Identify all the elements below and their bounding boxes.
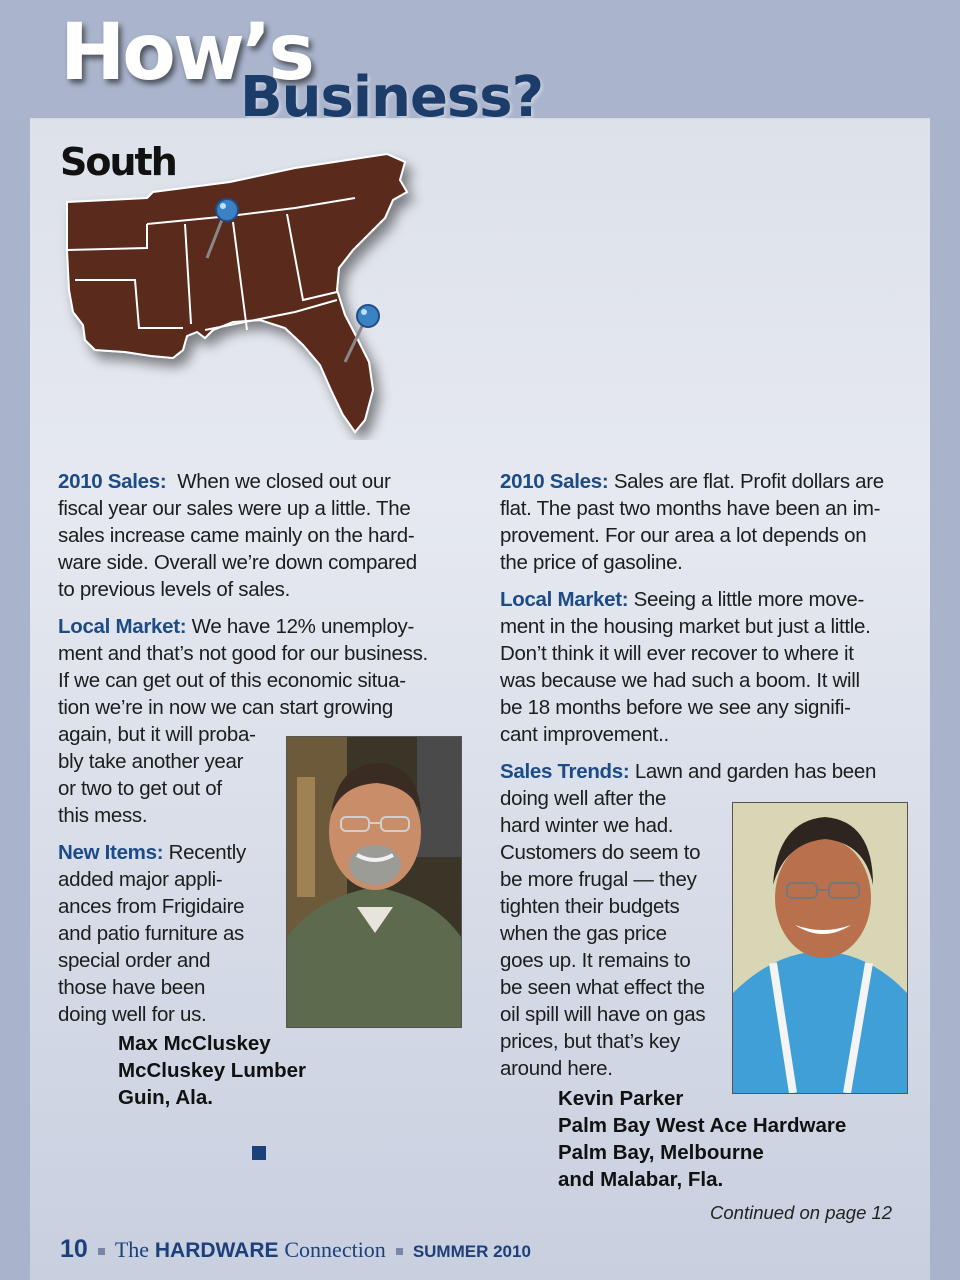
text-line: to previous levels of sales.	[58, 578, 291, 601]
text-line: When we closed out our	[177, 470, 391, 493]
pub-the: The	[114, 1237, 150, 1262]
text-line: doing well after the	[500, 787, 667, 810]
text-line: cant improvement..	[500, 723, 669, 746]
footer-separator	[396, 1248, 403, 1255]
text-line: goes up. It remains to	[500, 949, 691, 972]
text-line: sales increase came mainly on the hard-	[58, 524, 415, 547]
text-line: around here.	[500, 1057, 613, 1080]
continued-note: Continued on page 12	[710, 1202, 893, 1223]
text-line: If we can get out of this economic situa-	[58, 669, 406, 692]
text-line: when the gas price	[500, 922, 667, 945]
text-line: special order and	[58, 949, 211, 972]
left-signature-company: McCluskey Lumber	[118, 1059, 306, 1082]
text-line: doing well for us.	[58, 1003, 207, 1026]
page-number: 10	[60, 1235, 88, 1263]
left-signature-location: Guin, Ala.	[118, 1086, 213, 1109]
text-line: Don’t think it will ever recover to where it	[500, 642, 854, 665]
pub-name: HARDWARE	[154, 1239, 279, 1262]
text-line: Customers do seem to	[500, 841, 701, 864]
issue-label: SUMMER 2010	[412, 1242, 531, 1261]
text-line: those have been	[58, 976, 206, 999]
headline-business: Business?	[240, 65, 544, 130]
southeast-map	[55, 140, 425, 440]
footer-separator	[98, 1248, 105, 1255]
text-line: flat. The past two months have been an im-	[500, 497, 881, 520]
page-footer	[60, 1235, 531, 1264]
right-signature-name: Kevin Parker	[558, 1087, 684, 1110]
end-square-marker	[252, 1146, 266, 1160]
text-line: again, but it will proba-	[58, 723, 256, 746]
text-line: ment in the housing market but just a little.	[500, 615, 871, 638]
region-label: South	[60, 140, 176, 184]
text-line: We have 12% unemploy-	[191, 615, 415, 638]
text-line: Recently	[168, 841, 246, 864]
right-sales-label: 2010 Sales:	[500, 470, 609, 493]
text-line: be 18 months before we see any signifi-	[500, 696, 851, 719]
text-line: tighten their budgets	[500, 895, 680, 918]
text-line: and patio furniture as	[58, 922, 244, 945]
left-signature-name: Max McCluskey	[118, 1032, 271, 1055]
right-signature-company: Palm Bay West Ace Hardware	[558, 1114, 847, 1137]
right-signature-location-2: and Malabar, Fla.	[558, 1168, 724, 1191]
text-line: ware side. Overall we’re down compared	[58, 551, 417, 574]
photo-kevin-parker	[732, 802, 908, 1094]
text-line: Seeing a little more move-	[633, 588, 864, 611]
text-line: prices, but that’s key	[500, 1030, 680, 1053]
text-line: was because we had such a boom. It will	[500, 669, 860, 692]
pub-connection: Connection	[284, 1237, 386, 1262]
left-sales-paragraph	[58, 468, 458, 603]
left-market-label: Local Market:	[58, 615, 187, 638]
right-market-paragraph	[500, 586, 915, 748]
text-line: the price of gasoline.	[500, 551, 683, 574]
text-line: bly take another year	[58, 750, 244, 773]
text-line: Lawn and garden has been	[634, 760, 877, 783]
left-items-label: New Items:	[58, 841, 164, 864]
right-signature-location: Palm Bay, Melbourne	[558, 1141, 764, 1164]
text-line: ances from Frigidaire	[58, 895, 245, 918]
text-line: hard winter we had.	[500, 814, 674, 837]
text-line: Sales are flat. Profit dollars are	[613, 470, 884, 493]
text-line: be more frugal — they	[500, 868, 697, 891]
text-line: oil spill will have on gas	[500, 1003, 706, 1026]
text-line: added major appli-	[58, 868, 223, 891]
right-sales-paragraph	[500, 468, 915, 576]
right-market-label: Local Market:	[500, 588, 629, 611]
headline-hows: How’s	[60, 8, 312, 98]
map-region-shape	[67, 154, 407, 432]
text-line: fiscal year our sales were up a little. The	[58, 497, 411, 520]
right-trends-label: Sales Trends:	[500, 760, 630, 783]
left-signature	[118, 1030, 306, 1111]
text-line: provement. For our area a lot depends on	[500, 524, 867, 547]
right-signature	[558, 1085, 846, 1193]
text-line: or two to get out of	[58, 777, 222, 800]
text-line: tion we’re in now we can start growing	[58, 696, 393, 719]
text-line: this mess.	[58, 804, 148, 827]
text-line: ment and that’s not good for our business.	[58, 642, 428, 665]
left-sales-label: 2010 Sales:	[58, 470, 167, 493]
text-line: be seen what effect the	[500, 976, 705, 999]
photo-max-mccluskey	[286, 736, 462, 1028]
